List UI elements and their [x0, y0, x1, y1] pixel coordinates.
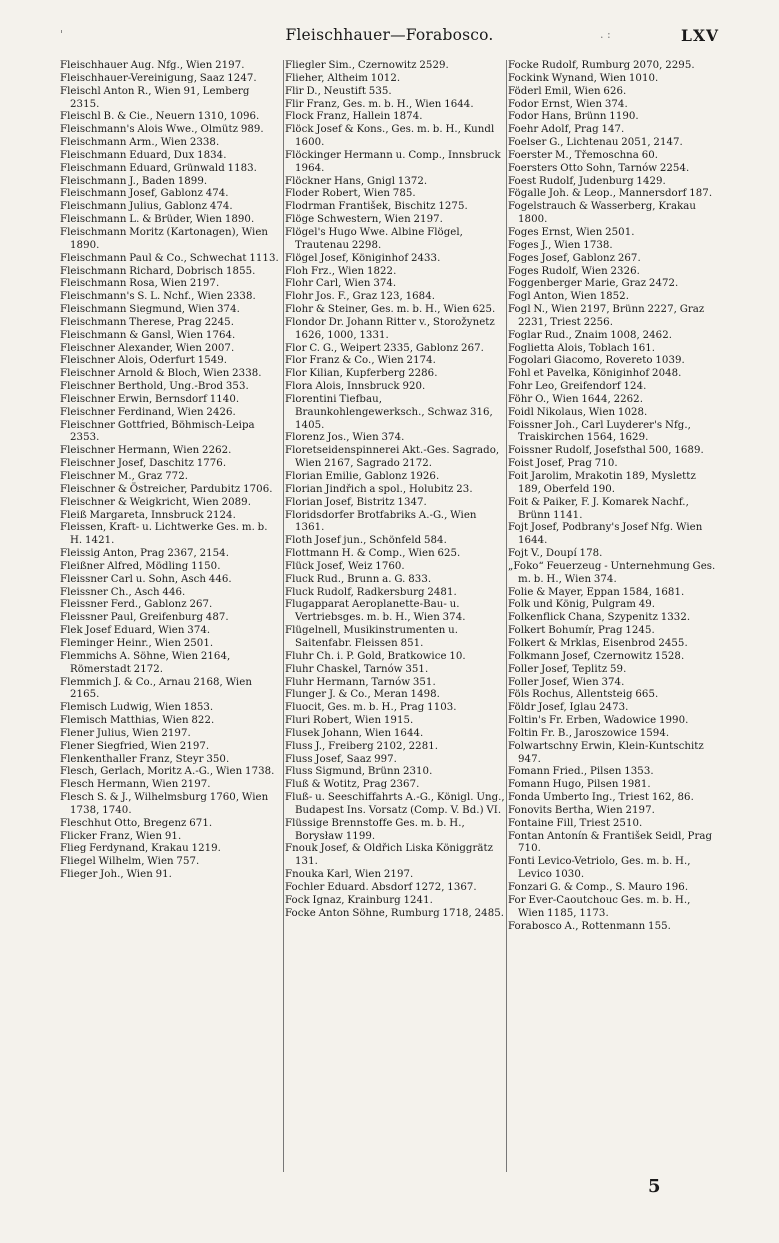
directory-entry: Fomann Fried., Pilsen 1353.	[508, 766, 654, 778]
directory-entry: Fojt V., Doupí 178.	[508, 548, 603, 560]
directory-entry: Flögel's Hugo Wwe. Albine Flögel, Trautenau 2298.	[285, 226, 463, 251]
directory-entry: Flieher, Altheim 1012.	[285, 72, 401, 84]
directory-entry: Fluss Josef, Saaz 997.	[285, 753, 397, 765]
directory-entry: Fleischner Josef, Daschitz 1776.	[60, 458, 227, 470]
directory-column-2	[285, 60, 505, 1172]
directory-entry: Floh Frz., Wien 1822.	[285, 265, 397, 277]
directory-entry: Foltin Fr. B., Jaroszowice 1594.	[508, 727, 670, 739]
directory-entry: Flemmich J. & Co., Arnau 2168, Wien 2165.	[60, 676, 252, 701]
directory-entry: Fleischmann Eduard, Grünwald 1183.	[60, 162, 257, 174]
directory-entry: Fleischmann's Alois Wwe., Olmütz 989.	[60, 124, 264, 136]
page-header	[0, 26, 779, 50]
directory-entry: Fleischner Berthold, Ung.-Brod 353.	[60, 381, 249, 393]
directory-entry: Fleischl B. & Cie., Neuern 1310, 1096.	[60, 111, 260, 123]
directory-entry: Foissner Joh., Carl Luyderer's Nfg., Traiskirchen 1564, 1629.	[508, 419, 691, 444]
directory-entry: Flor Kilian, Kupferberg 2286.	[285, 368, 438, 380]
directory-entry: Fleschhut Otto, Bregenz 671.	[60, 817, 213, 829]
directory-entry: Foller Josef, Teplitz 59.	[508, 663, 627, 675]
directory-entry: Fleischl Anton R., Wien 91, Lemberg 2315.	[60, 85, 250, 110]
directory-entry: Flohr & Steiner, Ges. m. b. H., Wien 625.	[285, 304, 496, 316]
directory-entry: Floridsdorfer Brotfabriks A.-G., Wien 1361.	[285, 509, 477, 534]
directory-entry: Flohr Jos. F., Graz 123, 1684.	[285, 291, 436, 303]
directory-entry: Föhr O., Wien 1644, 2262.	[508, 393, 643, 405]
directory-entry: Florian Jindřich a spol., Holubitz 23.	[285, 483, 473, 495]
directory-entry: Fleischmann Moritz (Kartonagen), Wien 1890.	[60, 226, 269, 251]
directory-entry: Flener Julius, Wien 2197.	[60, 727, 191, 739]
directory-entry: Fleischner & Östreicher, Pardubitz 1706.	[60, 483, 273, 495]
directory-entry: Flügelnell, Musikinstrumenten u. Saitenfabr. Fleissen 851.	[285, 625, 459, 649]
directory-entry: Fluss Sigmund, Brünn 2310.	[285, 766, 433, 778]
directory-entry: Fleischner Gottfried, Böhmisch-Leipa 2353.	[60, 419, 255, 444]
directory-entry: Föls Rochus, Allentsteig 665.	[508, 689, 659, 701]
directory-entry: Fleischhauer-Vereinigung, Saaz 1247.	[60, 72, 257, 84]
sheet-number: 5	[648, 1176, 661, 1197]
directory-entry: Fleißner Alfred, Mödling 1150.	[60, 560, 221, 572]
directory-entry: Foit & Paiker, F. J. Komarek Nachf., Brünn 1141.	[508, 496, 689, 521]
directory-entry: Fleischmann J., Baden 1899.	[60, 175, 208, 187]
directory-entry: Florian Emilie, Gablonz 1926.	[285, 471, 440, 482]
directory-entry: Fogl Anton, Wien 1852.	[508, 291, 629, 303]
directory-entry: Fleischner Ferdinand, Wien 2426.	[60, 406, 236, 418]
directory-entry: Flek Josef Eduard, Wien 374.	[60, 625, 211, 637]
directory-entry: Flieg Ferdynand, Krakau 1219.	[60, 843, 221, 855]
directory-entry: Fodor Hans, Brünn 1190.	[508, 111, 639, 123]
directory-entry: Florentini Tiefbau, Braunkohlengewerksch., Schwaz 316, 1405.	[285, 393, 493, 431]
directory-entry: Folkert Bohumír, Prag 1245.	[508, 625, 655, 637]
directory-entry: Foglietta Alois, Toblach 161.	[508, 342, 656, 354]
directory-entry: Foissner Rudolf, Josefsthal 500, 1689.	[508, 445, 704, 457]
directory-entry: Fonzari G. & Comp., S. Mauro 196.	[508, 882, 689, 893]
directory-entry: Foges Ernst, Wien 2501.	[508, 226, 635, 238]
directory-entry: Flesch S. & J., Wilhelmsburg 1760, Wien 1738, 1740.	[60, 792, 269, 816]
directory-entry: Fleischmann L. & Brüder, Wien 1890.	[60, 214, 255, 226]
directory-entry: Fohr Leo, Greifendorf 124.	[508, 381, 647, 393]
directory-entry: Fleissner Carl u. Sohn, Asch 446.	[60, 573, 232, 585]
directory-entry: Flesch Hermann, Wien 2197.	[60, 779, 211, 791]
directory-entry: Fleminger Heinr., Wien 2501.	[60, 637, 214, 649]
directory-entry: Flück Josef, Weiz 1760.	[285, 560, 405, 572]
directory-column-1	[60, 60, 280, 1172]
directory-entry: Fohl et Pavelka, Königinhof 2048.	[508, 368, 682, 380]
directory-entry: Fluck Rud., Brunn a. G. 833.	[285, 573, 432, 585]
directory-entry: Floth Josef jun., Schönfeld 584.	[285, 535, 447, 547]
directory-entry: Fogelstrauch & Wasserberg, Krakau 1800.	[508, 201, 697, 226]
directory-entry: Fleischner & Weigkricht, Wien 2089.	[60, 496, 251, 508]
directory-entry: Fleischmann Therese, Prag 2245.	[60, 316, 234, 328]
directory-entry: For Ever-Caoutchouc Ges. m. b. H., Wien 1185, 1173.	[508, 894, 691, 919]
directory-entry: Flögel Josef, Königinhof 2433.	[285, 252, 441, 264]
directory-entry: Fleischmann & Gansl, Wien 1764.	[60, 329, 236, 341]
directory-entry: Flir D., Neustift 535.	[285, 85, 392, 97]
directory-entry: Fliegler Sim., Czernowitz 2529.	[285, 60, 449, 71]
directory-entry: Fluß- u. Seeschiffahrts A.-G., Königl. Ung., Budapest Ins. Vorsatz (Comp. V. Bd.) VI.	[285, 792, 505, 816]
directory-entry: Fluß & Wotitz, Prag 2367.	[285, 779, 420, 791]
directory-entry: Flondor Dr. Johann Ritter v., Storožynetz 1626, 1000, 1331.	[285, 316, 495, 341]
directory-entry: Fluhr Hermann, Tarnów 351.	[285, 676, 436, 688]
directory-entry: Fleischmann Paul & Co., Schwechat 1113.	[60, 252, 279, 264]
directory-entry: Foerster M., Třemoschna 60.	[508, 149, 659, 161]
directory-entry: Fleischmann Julius, Gablonz 474.	[60, 201, 233, 213]
directory-entry: Flemisch Matthias, Wien 822.	[60, 715, 215, 727]
directory-entry: Foest Rudolf, Judenburg 1429.	[508, 175, 666, 187]
directory-entry: Fleischner Hermann, Wien 2262.	[60, 445, 232, 457]
directory-entry: Fluhr Chaskel, Tarnów 351.	[285, 663, 429, 675]
directory-entry: Fögalle Joh. & Leop., Mannersdorf 187.	[508, 188, 713, 200]
directory-entry: Florian Josef, Bistritz 1347.	[285, 496, 427, 508]
directory-entry: Fleischner Erwin, Bernsdorf 1140.	[60, 393, 240, 405]
directory-entry: Foltin's Fr. Erben, Wadowice 1990.	[508, 715, 689, 727]
directory-entry: Fluhr Ch. i. P. Gold, Bratkowice 10.	[285, 650, 466, 662]
directory-entry: Flugapparat Aeroplanette-Bau- u. Vertriebsges. m. b. H., Wien 374.	[285, 599, 466, 624]
page-roman-number: LXV	[681, 26, 719, 45]
directory-entry: Florenz Jos., Wien 374.	[285, 432, 405, 444]
directory-entry: Floder Robert, Wien 785.	[285, 188, 416, 200]
directory-entry: Floretseidenspinnerei Akt.-Ges. Sagrado, Wien 2167, Sagrado 2172.	[285, 445, 500, 470]
directory-entry: Flohr Carl, Wien 374.	[285, 278, 397, 290]
directory-entry: Fleischner M., Graz 772.	[60, 471, 189, 482]
directory-entry: Flemmichs A. Söhne, Wien 2164, Römerstadt 2172.	[60, 650, 231, 675]
header-right-mark: . :	[600, 28, 611, 41]
directory-entry: Flemisch Ludwig, Wien 1853.	[60, 702, 214, 714]
directory-entry: Flodrman František, Bischitz 1275.	[285, 201, 468, 213]
directory-entry: Focke Anton Söhne, Rumburg 1718, 2485.	[285, 907, 505, 919]
column-divider-1	[283, 60, 284, 1172]
directory-entry: Fleischmann Siegmund, Wien 374.	[60, 304, 240, 316]
directory-entry: Foglar Rud., Znaim 1008, 2462.	[508, 329, 673, 341]
directory-column-3	[508, 60, 719, 1172]
directory-entry: Fleischmann Rosa, Wien 2197.	[60, 278, 220, 290]
directory-entry: Fleischner Arnold & Bloch, Wien 2338.	[60, 368, 262, 380]
directory-entry: Fleischhauer Aug. Nfg., Wien 2197.	[60, 60, 245, 71]
directory-entry: Foidl Nikolaus, Wien 1028.	[508, 406, 648, 418]
directory-entry: Fleissner Ch., Asch 446.	[60, 586, 186, 598]
directory-entry: Forabosco A., Rottenmann 155.	[508, 920, 671, 932]
directory-entry: Fonda Umberto Ing., Triest 162, 86.	[508, 792, 694, 804]
directory-entry: Fomann Hugo, Pilsen 1981.	[508, 779, 651, 791]
directory-entry: Fluocit, Ges. m. b. H., Prag 1103.	[285, 702, 457, 714]
directory-entry: Flöge Schwestern, Wien 2197.	[285, 214, 443, 226]
directory-entry: Flüssige Brennstoffe Ges. m. b. H., Borysław 1199.	[285, 817, 465, 842]
directory-entry: Fontaine Fill, Triest 2510.	[508, 817, 643, 829]
directory-entry: Flunger J. & Co., Meran 1498.	[285, 689, 440, 701]
directory-entry: Foges J., Wien 1738.	[508, 239, 613, 251]
directory-entry: Fluri Robert, Wien 1915.	[285, 715, 414, 727]
directory-entry: Folk und König, Pulgram 49.	[508, 599, 656, 611]
directory-entry: Fleischmann Josef, Gablonz 474.	[60, 188, 229, 200]
directory-entry: Fnouk Josef, & Oldřich Liska Königgrätz 131.	[285, 843, 494, 868]
directory-entry: Fonovits Bertha, Wien 2197.	[508, 804, 655, 816]
directory-entry: Foit Jarolim, Mrakotin 189, Myslettz 189, Oberfeld 190.	[508, 471, 696, 495]
directory-entry: Flener Siegfried, Wien 2197.	[60, 740, 210, 752]
directory-entry: Fleissner Paul, Greifenburg 487.	[60, 612, 229, 624]
directory-entry: Foges Josef, Gablonz 267.	[508, 252, 641, 264]
directory-entry: Fontan Antonín & František Seidl, Prag 710.	[508, 830, 713, 855]
directory-entry: Flir Franz, Ges. m. b. H., Wien 1644.	[285, 98, 474, 110]
directory-entry: Fleiß Margareta, Innsbruck 2124.	[60, 509, 236, 521]
directory-entry: Flicker Franz, Wien 91.	[60, 830, 182, 842]
directory-entry: Fleissig Anton, Prag 2367, 2154.	[60, 548, 229, 560]
directory-entry: Fonti Levico-Vetriolo, Ges. m. b. H., Levico 1030.	[508, 856, 691, 881]
directory-entry: Fojt Josef, Podbrany's Josef Nfg. Wien 1644.	[508, 522, 703, 547]
directory-entry: Fogolari Giacomo, Rovereto 1039.	[508, 355, 685, 367]
directory-entry: Fnouka Karl, Wien 2197.	[285, 869, 414, 881]
directory-entry: „Foko“ Feuerzeug - Unternehmung Ges. m. b. H., Wien 374.	[508, 560, 716, 585]
directory-entry: Foggenberger Marie, Graz 2472.	[508, 278, 679, 290]
directory-entry: Fleischmann Richard, Dobrisch 1855.	[60, 265, 256, 277]
directory-entry: Flor Franz & Co., Wien 2174.	[285, 355, 436, 367]
directory-entry: Fock Ignaz, Krainburg 1241.	[285, 894, 433, 906]
directory-entry: Flottmann H. & Comp., Wien 625.	[285, 548, 461, 560]
directory-entry: Fliegel Wilhelm, Wien 757.	[60, 856, 200, 868]
directory-entry: Fluck Rudolf, Radkersburg 2481.	[285, 586, 457, 598]
directory-entry: Folkmann Josef, Czernowitz 1528.	[508, 650, 685, 662]
directory-entry: Foist Josef, Prag 710.	[508, 458, 618, 470]
directory-entry: Foersters Otto Sohn, Tarnów 2254.	[508, 162, 690, 174]
directory-entry: Flöckinger Hermann u. Comp., Innsbruck 1964.	[285, 149, 501, 174]
directory-entry: Flock Franz, Hallein 1874.	[285, 111, 423, 123]
directory-entry: Föderl Emil, Wien 626.	[508, 85, 627, 97]
directory-entry: Folkenflick Chana, Szypenitz 1332.	[508, 612, 691, 624]
directory-entry: Fleischmann Eduard, Dux 1834.	[60, 149, 227, 161]
directory-entry: Flor C. G., Weipert 2335, Gablonz 267.	[285, 342, 484, 354]
directory-entry: Fleischmann's S. L. Nchf., Wien 2338.	[60, 291, 256, 303]
directory-entry: Folwartschny Erwin, Klein-Kuntschitz 947.	[508, 740, 704, 765]
directory-entry: Fleischner Alexander, Wien 2007.	[60, 342, 235, 354]
directory-entry: Földr Josef, Iglau 2473.	[508, 702, 629, 714]
directory-entry: Fleischmann Arm., Wien 2338.	[60, 137, 220, 149]
directory-entry: Fleissner Ferd., Gablonz 267.	[60, 599, 213, 611]
page-title: Fleischhauer—Forabosco.	[285, 26, 494, 44]
directory-entry: Focke Rudolf, Rumburg 2070, 2295.	[508, 60, 695, 71]
directory-entry: Flenkenthaller Franz, Steyr 350.	[60, 753, 230, 765]
directory-entry: Fleissen, Kraft- u. Lichtwerke Ges. m. b. H. 1421.	[60, 522, 268, 547]
directory-entry: Flöck Josef & Kons., Ges. m. b. H., Kundl 1600.	[285, 124, 495, 149]
directory-entry: Flusek Johann, Wien 1644.	[285, 727, 424, 739]
directory-entry: Foelser G., Lichtenau 2051, 2147.	[508, 137, 683, 149]
directory-entry: Flieger Joh., Wien 91.	[60, 869, 172, 881]
directory-entry: Flöckner Hans, Gnigl 1372.	[285, 175, 428, 187]
header-left-mark: '	[60, 28, 64, 41]
directory-entry: Folkert & Mrklas, Eisenbrod 2455.	[508, 637, 688, 649]
directory-entry: Fogl N., Wien 2197, Brünn 2227, Graz 2231, Triest 2256.	[508, 304, 705, 328]
directory-entry: Flesch, Gerlach, Moritz A.-G., Wien 1738.	[60, 766, 275, 778]
directory-entry: Foehr Adolf, Prag 147.	[508, 124, 625, 136]
directory-entry: Foller Josef, Wien 374.	[508, 676, 625, 688]
directory-entry: Fockink Wynand, Wien 1010.	[508, 72, 659, 84]
directory-entry: Folie & Mayer, Eppan 1584, 1681.	[508, 586, 685, 598]
directory-entry: Fleischner Alois, Oderfurt 1549.	[60, 355, 228, 367]
directory-entry: Flora Alois, Innsbruck 920.	[285, 381, 426, 393]
directory-entry: Fodor Ernst, Wien 374.	[508, 98, 628, 110]
directory-entry: Fluss J., Freiberg 2102, 2281.	[285, 740, 439, 752]
directory-entry: Foges Rudolf, Wien 2326.	[508, 265, 640, 277]
directory-entry: Fochler Eduard. Absdorf 1272, 1367.	[285, 882, 477, 893]
column-divider-2	[506, 60, 507, 1172]
